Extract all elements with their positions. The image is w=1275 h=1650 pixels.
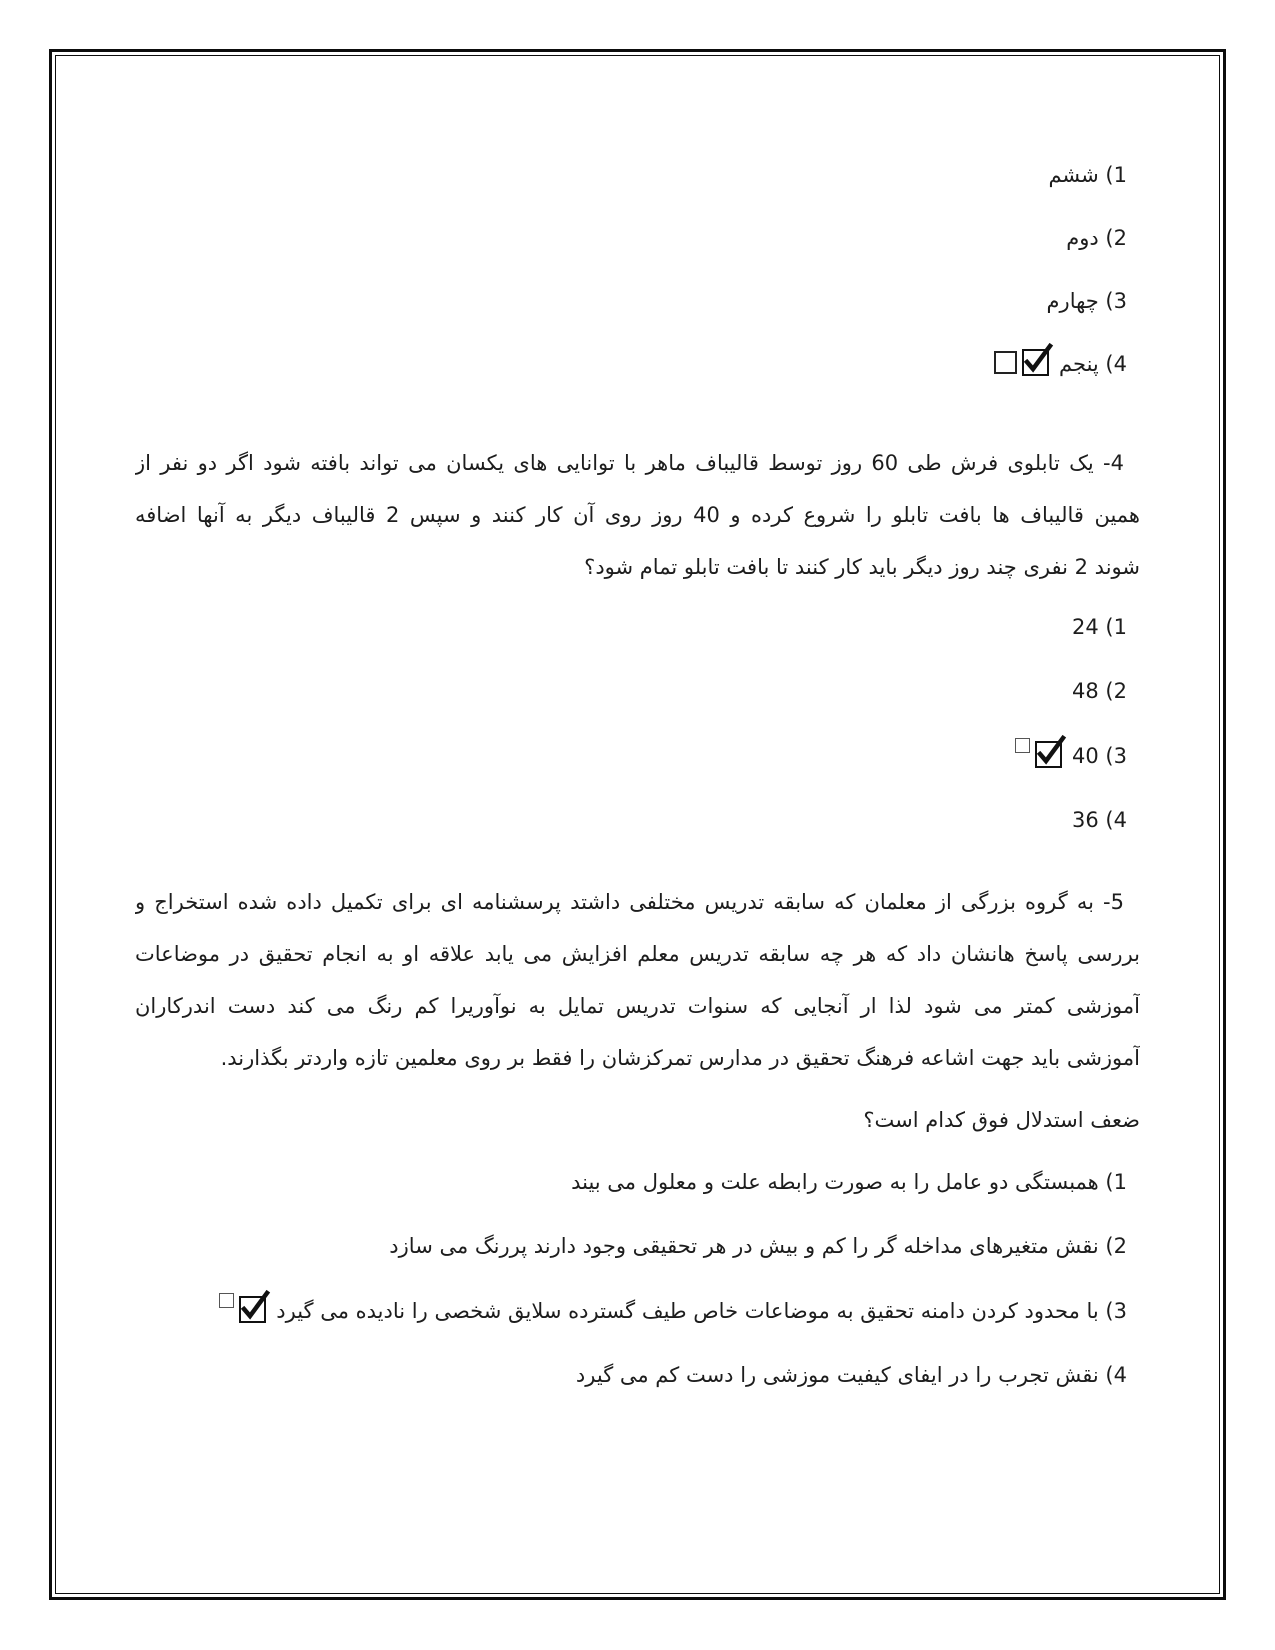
- question-4-line-2: همین قالیباف ها بافت تابلو را شروع کرده و 40 روز روی آن کار کنند و سپس 2 قالیباف دیگر به آنها اضافه: [135, 503, 1140, 527]
- option-label: 4) 36: [1072, 808, 1127, 832]
- option-label: 1) 24: [1072, 615, 1127, 639]
- option-label: 3) با محدود کردن دامنه تحقیق به موضاعات خاص طیف گسترده سلایق شخصی را نادیده می گیرد: [276, 1299, 1127, 1323]
- previous-question-options: [135, 158, 1140, 381]
- empty-checkbox-icon[interactable]: [994, 351, 1017, 374]
- option-row: [135, 158, 1140, 192]
- option-label: 2) دوم: [1066, 226, 1127, 250]
- checked-checkbox-icon[interactable]: [239, 1296, 266, 1323]
- question-4-line-1: 4- یک تابلوی فرش طی 60 روز توسط قالیباف ماهر با توانایی های یکسان می تواند بافته شود اگر دو نفر از: [135, 451, 1124, 475]
- empty-checkbox-icon[interactable]: [1015, 738, 1030, 753]
- option-row: [135, 221, 1140, 255]
- option-row: [135, 738, 1140, 773]
- option-row: [135, 1293, 1140, 1328]
- option-row: [135, 1165, 1140, 1199]
- option-row: [135, 610, 1140, 644]
- question-5-line-3: آموزشی کمتر می شود لذا ار آنجایی که سنوات تدریس تمایل به نوآوریرا کم رنگ می کند دست اندرکاران: [135, 994, 1140, 1018]
- question-5-line-2: بررسی پاسخ هانشان داد که هر چه سابقه تدریس معلم افزایش می یابد علاقه او به انجام تحقیق در موضاعات: [135, 942, 1140, 966]
- question-5-prompt: ضعف استدلال فوق کدام است؟: [863, 1108, 1140, 1132]
- option-row: [135, 674, 1140, 708]
- option-label: 3) 40: [1072, 744, 1127, 768]
- question-5-line-4: آموزشی باید جهت اشاعه فرهنگ تحقیق در مدارس تمرکزشان را فقط بر روی معلمین تازه واردتر بگذارند.: [220, 1046, 1140, 1070]
- document-content: [135, 50, 1140, 1422]
- question-5-options: [135, 1165, 1140, 1392]
- option-label: 4) پنجم: [1059, 352, 1127, 376]
- option-label: 2) 48: [1072, 679, 1127, 703]
- option-label: 2) نقش متغیرهای مداخله گر را کم و بیش در هر تحقیقی وجود دارند پررنگ می سازد: [389, 1234, 1127, 1258]
- option-row: [135, 1358, 1140, 1392]
- question-4-line-3: شوند 2 نفری چند روز دیگر باید کار کنند تا بافت تابلو تمام شود؟: [584, 555, 1140, 579]
- option-row: [135, 284, 1140, 318]
- empty-checkbox-icon[interactable]: [219, 1293, 234, 1308]
- question-5-text: [135, 876, 1140, 1084]
- checked-checkbox-icon[interactable]: [1035, 741, 1062, 768]
- question-4-text: [135, 437, 1140, 593]
- question-4-options: [135, 610, 1140, 837]
- option-row: [135, 347, 1140, 381]
- option-label: 3) چهارم: [1046, 289, 1127, 313]
- option-label: 1) همبستگی دو عامل را به صورت رابطه علت و معلول می بیند: [571, 1170, 1127, 1194]
- option-row: [135, 1229, 1140, 1263]
- question-5-line-1: 5- به گروه بزرگی از معلمان که سابقه تدریس مختلفی داشتد پرسشنامه ای برای تکمیل داده شده استخراج و: [135, 890, 1124, 914]
- option-row: [135, 803, 1140, 837]
- option-label: 1) ششم: [1048, 163, 1127, 187]
- option-label: 4) نقش تجرب را در ایفای کیفیت موزشی را دست کم می گیرد: [575, 1363, 1127, 1387]
- checked-checkbox-icon[interactable]: [1022, 349, 1049, 376]
